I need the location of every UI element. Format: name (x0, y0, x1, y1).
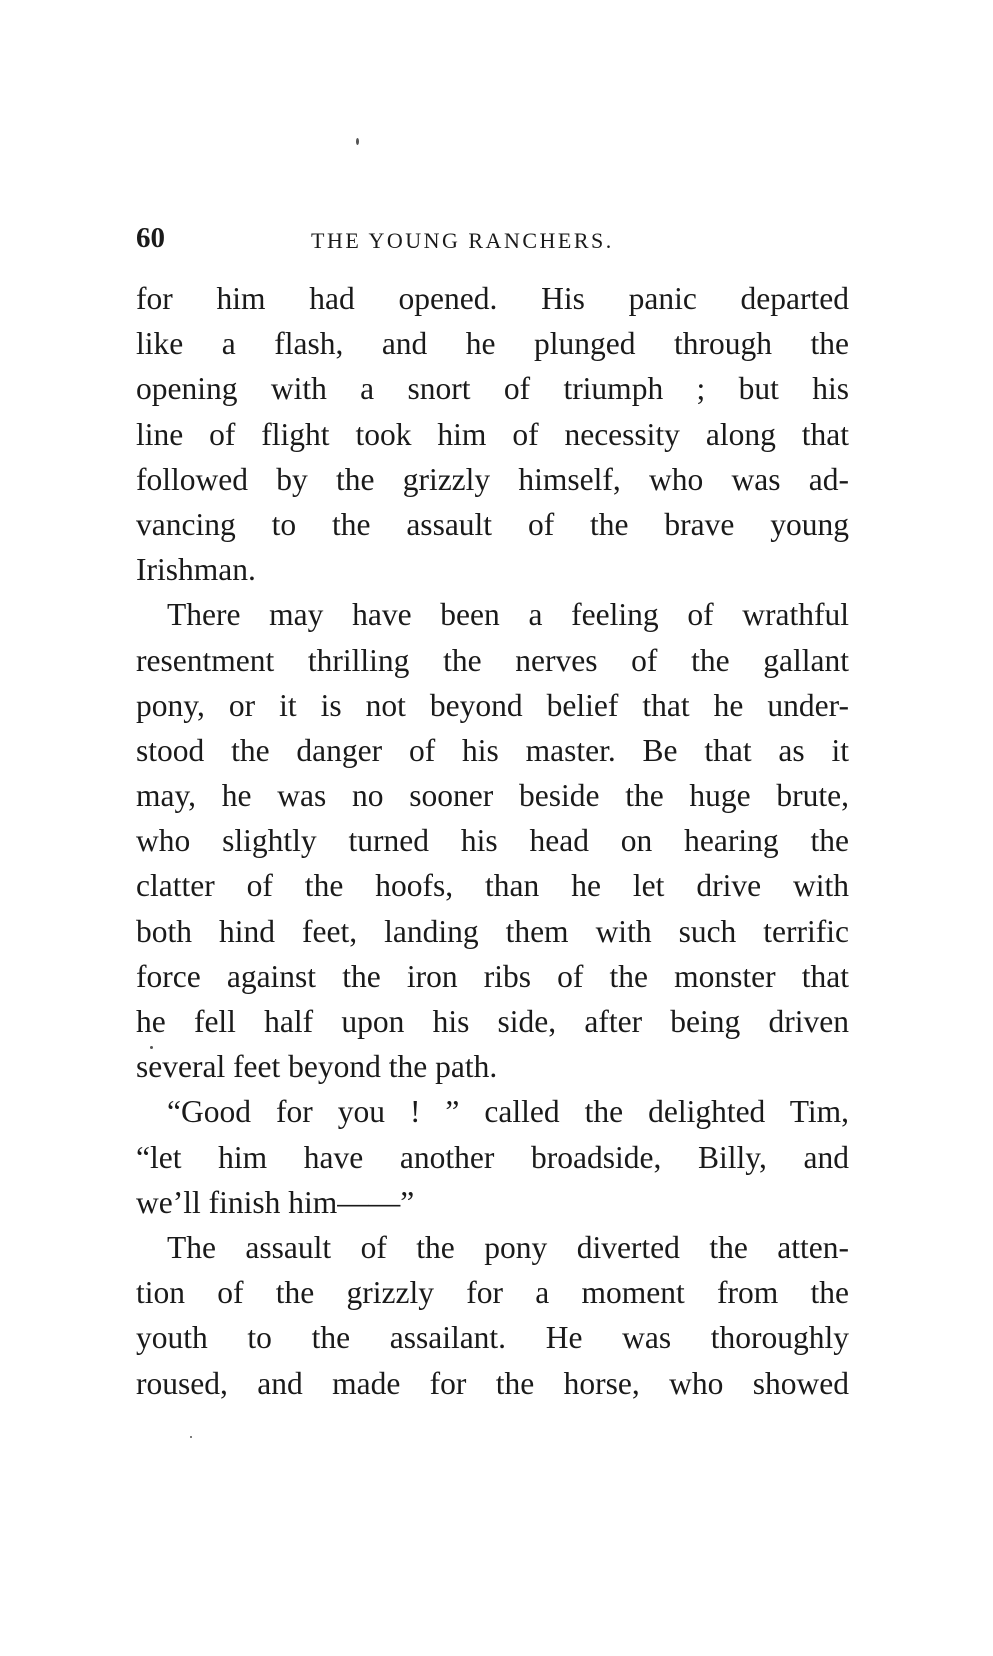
text-line: The assault of the pony diverted the atten- (167, 1229, 849, 1265)
text-line: “let him have another broadside, Billy, and (136, 1139, 849, 1175)
text-line: Irishman. (136, 552, 256, 588)
text-line: clatter of the hoofs, than he let drive with (136, 868, 849, 904)
text-line: pony, or it is not beyond belief that he under- (136, 687, 849, 723)
running-title: THE YOUNG RANCHERS. (311, 228, 614, 253)
text-line: several feet beyond the path. (136, 1049, 498, 1085)
text-line: roused, and made for the horse, who showed (136, 1365, 849, 1401)
text-line: opening with a snort of triumph ; but his (136, 371, 849, 407)
text-line: may, he was no sooner beside the huge brute, (136, 778, 849, 814)
text-line: stood the danger of his master. Be that as it (136, 732, 849, 768)
text-line: we’ll finish him——” (136, 1184, 415, 1220)
text-line: followed by the grizzly himself, who was ad- (136, 461, 849, 497)
text-line: resentment thrilling the nerves of the gallant (136, 642, 849, 678)
text-line: line of flight took him of necessity along that (136, 416, 849, 452)
text-line: for him had opened. His panic departed (136, 281, 849, 316)
text-line: like a flash, and he plunged through the (136, 326, 849, 362)
text-line: tion of the grizzly for a moment from the (136, 1275, 849, 1311)
body-text (136, 276, 849, 1406)
ink-speck (190, 1436, 192, 1438)
ink-speck (356, 138, 359, 145)
text-line: he fell half upon his side, after being driven (136, 1004, 849, 1039)
text-line: vancing to the assault of the brave young (136, 506, 849, 542)
text-line: who slightly turned his head on hearing the (136, 823, 849, 859)
text-line: There may have been a feeling of wrathful (167, 597, 849, 633)
text-line: youth to the assailant. He was thoroughly (136, 1320, 849, 1356)
text-line: force against the iron ribs of the monster that (136, 958, 849, 994)
running-header (136, 222, 856, 262)
text-line: both hind feet, landing them with such terrific (136, 913, 849, 949)
page-number: 60 (136, 222, 165, 254)
text-line: “Good for you ! ” called the delighted Tim, (167, 1094, 849, 1130)
